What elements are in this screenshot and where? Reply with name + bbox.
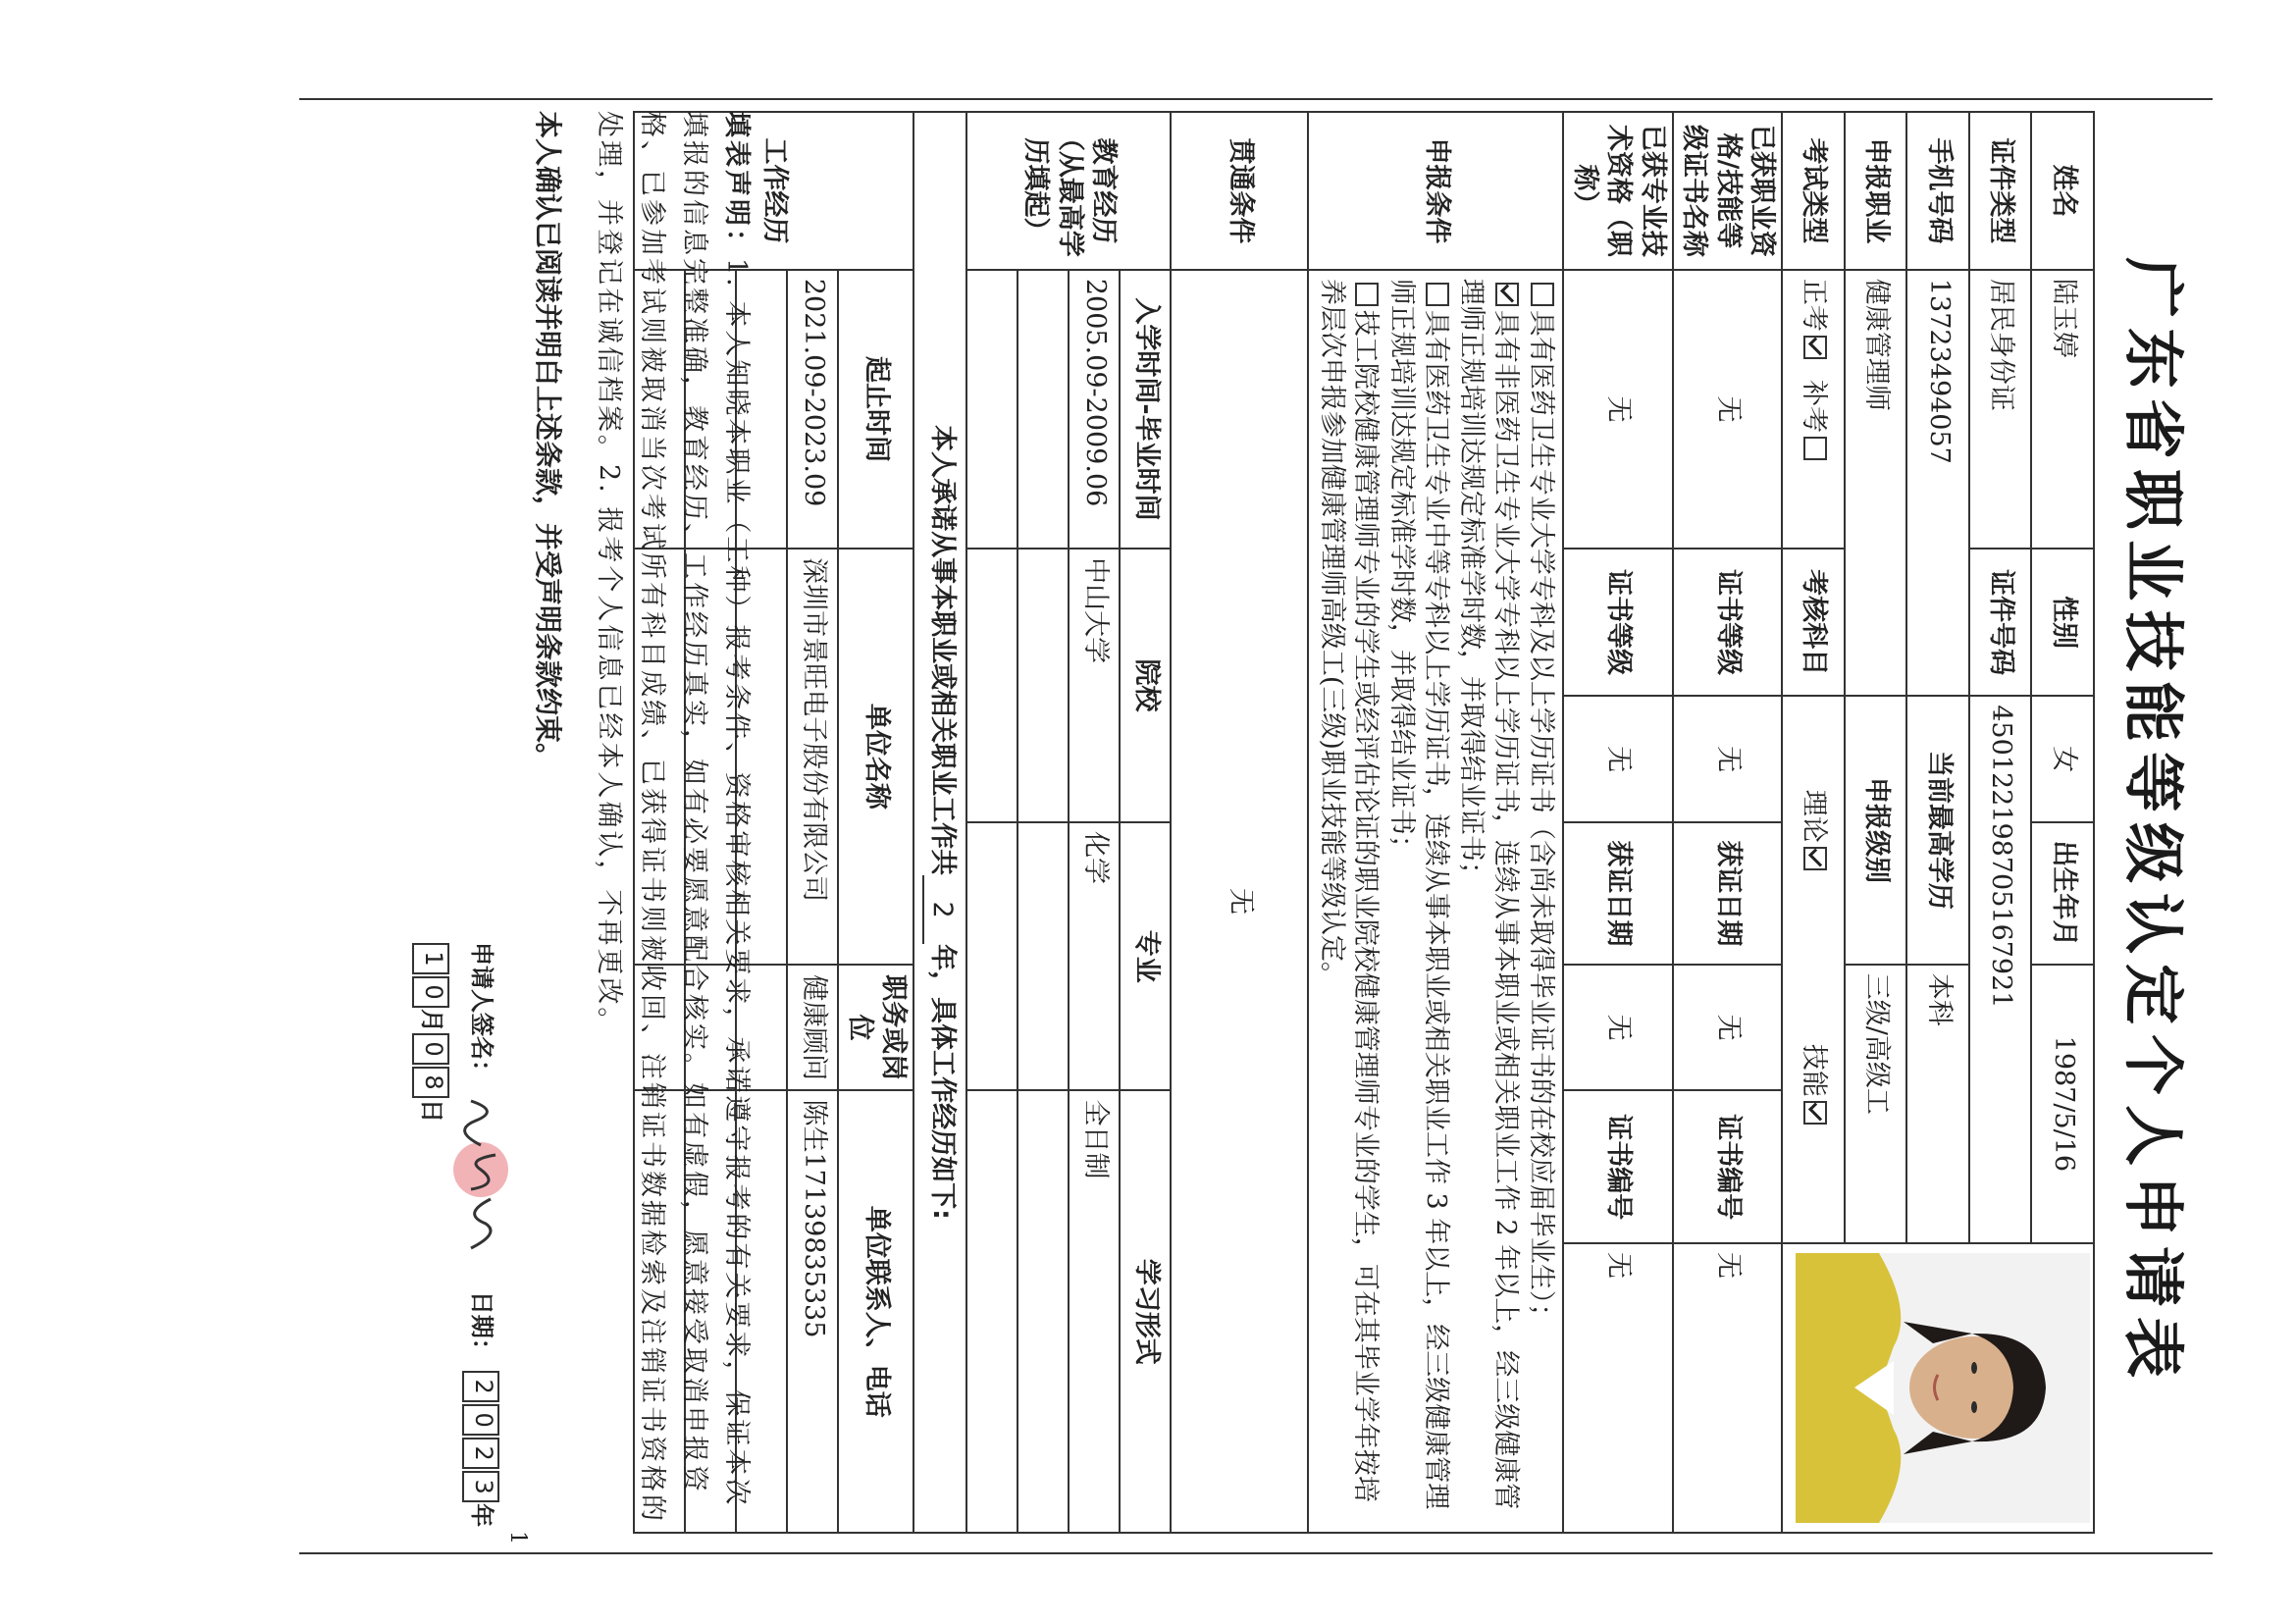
label-phone: 手机号码 xyxy=(1907,112,1970,270)
work-contact: 陈生17139835335 xyxy=(787,1090,838,1533)
edu-major xyxy=(1018,822,1069,1091)
condition-item xyxy=(1524,279,1558,1524)
date-digit: 1 xyxy=(412,943,449,974)
work-header-position: 职务或岗位 xyxy=(838,965,913,1091)
conditions-list xyxy=(1308,270,1563,1533)
checkbox-main-exam[interactable] xyxy=(1804,336,1828,359)
condition-item xyxy=(1383,279,1451,1524)
value-id-type: 居民身份证 xyxy=(1969,270,2032,549)
label-qual-date: 获证日期 xyxy=(1673,822,1783,965)
condition-item xyxy=(1314,279,1382,1524)
work-header-company: 单位名称 xyxy=(838,549,913,965)
application-table xyxy=(633,111,2095,1534)
checkbox-condition-1[interactable] xyxy=(1531,283,1554,306)
exam-type-main: 正考 xyxy=(1799,278,1830,332)
checkbox-condition-2[interactable] xyxy=(1495,283,1519,306)
value-qual-name: 无 xyxy=(1673,270,1783,549)
value-birth: 1987/5/16 xyxy=(2032,965,2095,1243)
label-gender: 性别 xyxy=(2032,549,2095,696)
work-years: 2 xyxy=(922,875,959,944)
value-qual-date: 无 xyxy=(1673,965,1783,1091)
work-pledge xyxy=(913,112,966,1533)
date-digit: 3 xyxy=(462,1471,499,1502)
declaration-heading: 填表声明： xyxy=(721,111,752,258)
label-occupation: 申报职业 xyxy=(1845,112,1907,270)
condition-item xyxy=(1454,279,1522,1524)
table-row xyxy=(787,112,838,1533)
table-row xyxy=(966,112,1018,1533)
condition-text: 具有医药卫生专业中等专科以上学历证书，连续从事本职业或相关职业工作 3 年以上，经三级健康管理师正规培训达规定标准学时数，并取得结业证书； xyxy=(1385,278,1451,1510)
work-period: 2021.09-2023.09 xyxy=(787,270,838,549)
declaration xyxy=(588,111,757,1524)
day-unit: 日 xyxy=(418,1099,445,1123)
value-phone: 13723494057 xyxy=(1907,270,1970,696)
label-id-no: 证件号码 xyxy=(1969,549,2032,696)
photo-image xyxy=(1796,1252,2090,1524)
label-name: 姓名 xyxy=(2032,112,2095,270)
checkbox-condition-3[interactable] xyxy=(1426,283,1449,306)
label-conditions: 申报条件 xyxy=(1308,112,1563,270)
table-row xyxy=(1069,112,1120,1533)
label-id-type: 证件类型 xyxy=(1969,112,2032,270)
edu-mode: 全日制 xyxy=(1069,1090,1120,1533)
work-header-contact: 单位联系人、电话 xyxy=(838,1090,913,1533)
work-pledge-after: 年，具体工作经历如下: xyxy=(926,944,958,1220)
edu-school xyxy=(966,549,1018,822)
value-name: 陆玉婷 xyxy=(2032,270,2095,549)
edu-mode xyxy=(966,1090,1018,1533)
edu-header-major: 专业 xyxy=(1120,822,1171,1091)
declaration-body: 1. 本人知晓本职业（工种）报考条件、资格审核相关要求，承诺遵守报考的有关要求，保证本次填报的信息完整准确，教育经历、工作经历真实，如有必要愿意配合核实。如有虚假，愿意接受取消申报资格、已参加考试则被取消当次考试所有科目成绩、已获得证书则被收回、注销证书数据检索及注销证书资格的处理，并登记在诚信档案。2. 报考个人信息已经本人确认，不再更改。 xyxy=(594,111,752,1524)
edu-school xyxy=(1018,549,1069,822)
month-unit: 月 xyxy=(418,1009,445,1032)
work-pledge-before: 本人承诺从事本职业或相关职业工作共 xyxy=(926,425,958,876)
signature-area xyxy=(412,942,510,1531)
date-digit: 2 xyxy=(462,1371,499,1402)
exam-type-options xyxy=(1782,270,1845,549)
value-qual-level: 无 xyxy=(1673,696,1783,822)
subject-theory: 理论 xyxy=(1799,789,1830,843)
date-digit: 8 xyxy=(412,1067,449,1098)
label-edu: 当前最高学历 xyxy=(1907,696,1970,965)
label-birth: 出生年月 xyxy=(2032,822,2095,965)
edu-major: 化学 xyxy=(1069,822,1120,1091)
label-qual-cert: 已获职业资格/技能等级证书名称 xyxy=(1673,112,1783,270)
condition-text: 具有非医药卫生专业大学专科以上学历证书，连续从事本职业或相关职业工作 2 年以上，经三级健康管理师正规培训达规定标准学时数，并取得结业证书； xyxy=(1456,278,1521,1510)
date-digit: 2 xyxy=(462,1438,499,1469)
condition-text: 具有医药卫生专业大学专科及以上学历证书（含尚未取得毕业证书的在校应届毕业生）； xyxy=(1526,309,1557,1331)
edu-period xyxy=(1018,270,1069,549)
work-company: 深圳市景旺电子股份有限公司 xyxy=(787,549,838,965)
checkbox-condition-4[interactable] xyxy=(1355,283,1379,306)
edu-mode xyxy=(1018,1090,1069,1533)
label-work: 工作经历 xyxy=(634,112,913,270)
applicant-photo xyxy=(1782,1243,2094,1533)
work-header-period: 起止时间 xyxy=(838,270,913,549)
value-through: 无 xyxy=(1171,270,1308,1533)
value-gender: 女 xyxy=(2032,696,2095,822)
exam-type-makeup: 补考 xyxy=(1799,380,1830,434)
date-digit: 0 xyxy=(462,1404,499,1436)
label-prof-date: 获证日期 xyxy=(1563,822,1673,965)
label-exam-type: 考试类型 xyxy=(1782,112,1845,270)
checkbox-skill[interactable] xyxy=(1804,1101,1828,1125)
table-row xyxy=(1018,112,1069,1533)
value-edu: 本科 xyxy=(1907,965,1970,1243)
edu-header-school: 院校 xyxy=(1120,549,1171,822)
label-qual-no: 证书编号 xyxy=(1673,1090,1783,1243)
confirmation-text: 本人确认已阅读并明白上述条款，并受声明条款约束。 xyxy=(532,111,564,771)
form-title: 广东省职业技能等级认定个人申请表 xyxy=(2117,256,2189,1387)
page-number: 1 xyxy=(505,1531,530,1544)
label-prof-no: 证书编号 xyxy=(1563,1090,1673,1243)
label-prof-cert: 已获专业技术资格（职称） xyxy=(1563,112,1673,270)
label-qual-level: 证书等级 xyxy=(1673,549,1783,696)
condition-text: 技工院校健康管理师专业的学生或经评估论证的职业院校健康管理师专业的学生，可在其毕业学年按培养层次申报参加健康管理师高级工(三级)职业技能等级认定。 xyxy=(1316,278,1382,1502)
value-prof-date: 无 xyxy=(1563,965,1673,1091)
checkbox-theory[interactable] xyxy=(1804,847,1828,870)
edu-period xyxy=(966,270,1018,549)
edu-period: 2005.09-2009.06 xyxy=(1069,270,1120,549)
edu-major xyxy=(966,822,1018,1091)
subject-skill: 技能 xyxy=(1799,1043,1830,1097)
signature-label: 申请人签名： xyxy=(468,942,496,1083)
checkbox-makeup-exam[interactable] xyxy=(1804,437,1828,460)
value-prof-name: 无 xyxy=(1563,270,1673,549)
value-level: 三级/高级工 xyxy=(1845,965,1907,1243)
label-prof-level: 证书等级 xyxy=(1563,549,1673,696)
value-qual-no: 无 xyxy=(1673,1243,1783,1533)
date-digit: 0 xyxy=(412,976,449,1008)
handwritten-signature xyxy=(451,1091,510,1258)
date-label: 日期： xyxy=(468,1290,496,1362)
work-position: 健康顾问 xyxy=(787,965,838,1091)
date-digit: 0 xyxy=(412,1033,449,1065)
label-through: 贯通条件 xyxy=(1171,112,1308,270)
value-id-no: 450122198705167921 xyxy=(1969,696,2032,1243)
edu-school: 中山大学 xyxy=(1069,549,1120,822)
label-subject: 考核科目 xyxy=(1782,549,1845,696)
value-occupation: 健康管理师 xyxy=(1845,270,1907,696)
subject-options xyxy=(1782,696,1845,1243)
edu-header-period: 入学时间-毕业时间 xyxy=(1120,270,1171,549)
label-education: 教育经历（从最高学历填起） xyxy=(966,112,1171,270)
year-unit: 年 xyxy=(468,1503,496,1528)
label-level: 申报级别 xyxy=(1845,696,1907,965)
edu-header-mode: 学习形式 xyxy=(1120,1090,1171,1533)
value-prof-level: 无 xyxy=(1563,696,1673,822)
value-prof-no: 无 xyxy=(1563,1243,1673,1533)
